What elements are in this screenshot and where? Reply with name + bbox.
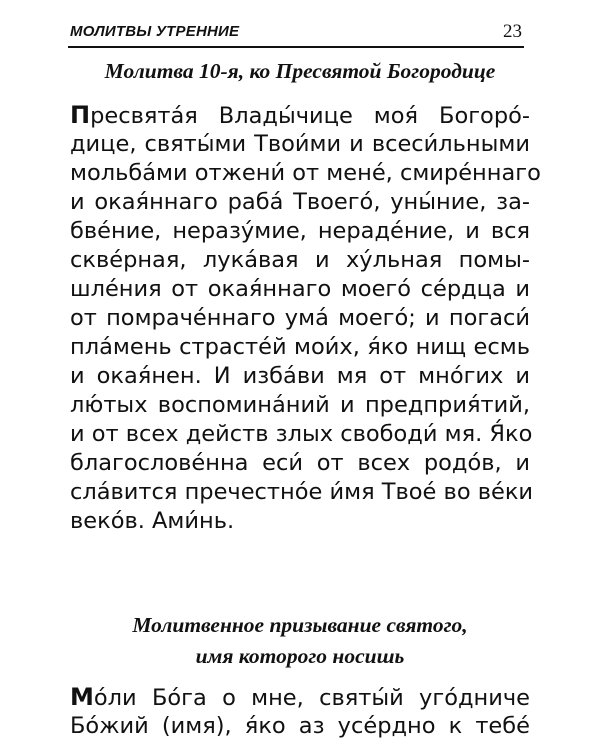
text-line: и от всех действ злых свободи́ мя. Я́ко: [70, 421, 533, 447]
drop-cap: П: [70, 101, 91, 129]
text-line: Бо́жий (имя), я́ко аз усе́рдно к тебе́: [70, 713, 530, 739]
prayer-text: [70, 101, 541, 536]
text-line: и окая́нен. И изба́ви мя от мно́гих и: [70, 363, 530, 389]
text-line: мольба́ми отжени́ от мене́, смире́ннаго: [70, 160, 541, 186]
text-line: сла́вится пречестно́е и́мя Твое́ во ве́ки: [70, 479, 534, 505]
text-line: [70, 683, 530, 712]
drop-cap: М: [70, 683, 94, 711]
text-line: шле́ния от окая́ннаго моего́ се́рдца и: [70, 276, 530, 302]
prayer-text: [70, 683, 530, 741]
text-line: и окая́ннаго раба́ Твоего́, уны́ние, за-: [70, 189, 530, 215]
text-line-content: о́ли Бо́га о мне, святы́й уго́дниче: [93, 685, 530, 711]
text-line: лю́тых воспомина́ний и предприя́тий,: [70, 392, 530, 418]
running-header: [68, 22, 524, 48]
text-line: дице, святы́ми Твои́ми и всеси́льными: [70, 131, 530, 157]
text-line: бве́ние, неразу́мие, нераде́ние, и вся: [70, 218, 530, 244]
text-line: [70, 101, 530, 130]
page-number: 23: [503, 21, 522, 42]
text-line: скве́рная, лука́вая и ху́льная помы-: [70, 247, 530, 273]
section-title-line: Молитвенное призывание святого,: [132, 613, 468, 637]
text-line: благослове́нна еси́ от всех родо́в, и: [70, 450, 530, 476]
text-line: веко́в. Ами́нь.: [70, 508, 235, 534]
text-line: от помраче́ннаго ума́ моего́; и погаси́: [70, 305, 530, 331]
running-title: МОЛИТВЫ УТРЕННИЕ: [70, 23, 240, 40]
section-title: [70, 610, 530, 672]
text-line: пла́мень страсте́й мои́х, я́ко нищ есмь: [70, 334, 530, 360]
prayer-title: Молитва 10-я, ко Пресвятой Богородице: [104, 59, 496, 83]
section-title-line: имя которого носишь: [195, 644, 405, 668]
text-line-content: ресвята́я Влады́чице моя́ Богоро́-: [90, 103, 530, 129]
